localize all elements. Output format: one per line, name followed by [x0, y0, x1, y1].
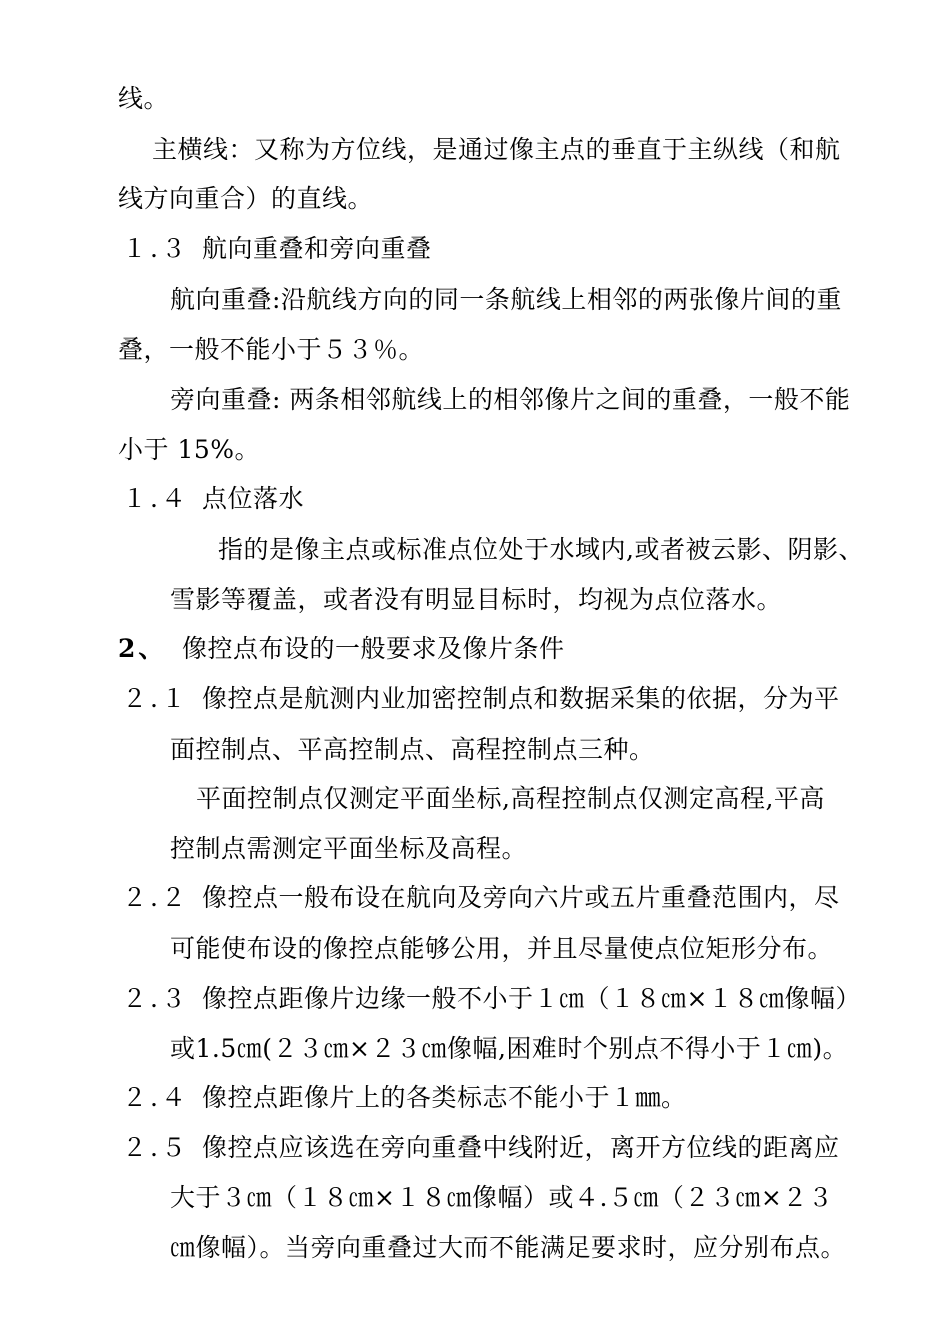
text-line — [170, 1033, 848, 1065]
text-line — [118, 334, 424, 366]
chapter-number: 2、 — [118, 634, 167, 663]
line-text: 线方向重合）的直线。 — [118, 184, 374, 213]
item-number: ２.５ — [122, 1133, 189, 1162]
item-number: ２.３ — [122, 984, 189, 1013]
line-text: ㎝像幅）。当旁向重叠过大而不能满足要求时，应分别布点。 — [170, 1233, 847, 1262]
item-text: 像控点应该选在旁向重叠中线附近，离开方位线的距离应 — [202, 1133, 840, 1162]
numbered-item — [122, 1132, 840, 1164]
line-text: 指的是像主点或标准点位处于水域内,或者被云影、阴影、 — [218, 535, 864, 564]
line-text: 雪影等覆盖，或者没有明显目标时，均视为点位落水。 — [170, 585, 783, 614]
item-number: ２.４ — [122, 1083, 189, 1112]
item-text: 像控点距像片边缘一般不小于１㎝（１８㎝×１８㎝像幅） — [202, 984, 861, 1013]
text-line — [170, 284, 842, 316]
item-number: ２.２ — [122, 883, 189, 912]
numbered-item — [122, 683, 840, 715]
text-line — [170, 1232, 846, 1264]
line-text: 平面控制点仅测定平面坐标,高程控制点仅测定高程,平高 — [196, 784, 825, 813]
text-line — [170, 734, 655, 766]
line-text: 小于 15%。 — [118, 435, 261, 464]
text-line — [170, 1182, 833, 1214]
section-title: 航向重叠和旁向重叠 — [202, 234, 432, 263]
line-text: 航向重叠:沿航线方向的同一条航线上相邻的两张像片间的重 — [170, 285, 842, 314]
line-text: 控制点需测定平面坐标及高程。 — [170, 834, 528, 863]
text-line — [196, 783, 825, 815]
line-text: 旁向重叠: 两条相邻航线上的相邻像片之间的重叠，一般不能 — [170, 385, 851, 414]
line-text: 可能使布设的像控点能够公用，并且尽量使点位矩形分布。 — [170, 934, 834, 963]
numbered-item — [122, 983, 861, 1015]
line-text: 面控制点、平高控制点、高程控制点三种。 — [170, 735, 655, 764]
item-number: ２.１ — [122, 684, 189, 713]
chapter-title: 像控点布设的一般要求及像片条件 — [182, 634, 565, 663]
text-line — [118, 434, 260, 466]
item-text: 像控点一般布设在航向及旁向六片或五片重叠范围内，尽 — [202, 883, 840, 912]
numbered-item — [122, 1082, 687, 1114]
line-text: 或1.5㎝(２３㎝×２３㎝像幅,困难时个别点不得小于１㎝)。 — [170, 1034, 849, 1063]
text-line — [170, 933, 833, 965]
section-number: １.４ — [122, 484, 189, 513]
chapter-heading — [118, 633, 565, 665]
section-number: １.３ — [122, 234, 189, 263]
text-line — [218, 534, 864, 566]
line-text: 大于３㎝（１８㎝×１８㎝像幅）或４.５㎝（２３㎝×２３ — [170, 1183, 834, 1212]
text-line — [170, 833, 527, 865]
text-line — [152, 134, 841, 166]
item-text: 像控点距像片上的各类标志不能小于１㎜。 — [202, 1083, 687, 1112]
line-text: 主横线：又称为方位线，是通过像主点的垂直于主纵线（和航 — [152, 135, 841, 164]
numbered-item — [122, 882, 840, 914]
item-text: 像控点是航测内业加密控制点和数据采集的依据，分为平 — [202, 684, 840, 713]
section-heading — [122, 483, 304, 515]
text-line — [170, 384, 850, 416]
text-line — [118, 83, 169, 115]
section-title: 点位落水 — [202, 484, 305, 513]
section-heading — [122, 233, 432, 265]
text-line — [170, 584, 782, 616]
line-text: 叠，一般不能小于５３％。 — [118, 335, 425, 364]
line-text: 线。 — [118, 84, 170, 113]
text-line — [118, 183, 373, 215]
